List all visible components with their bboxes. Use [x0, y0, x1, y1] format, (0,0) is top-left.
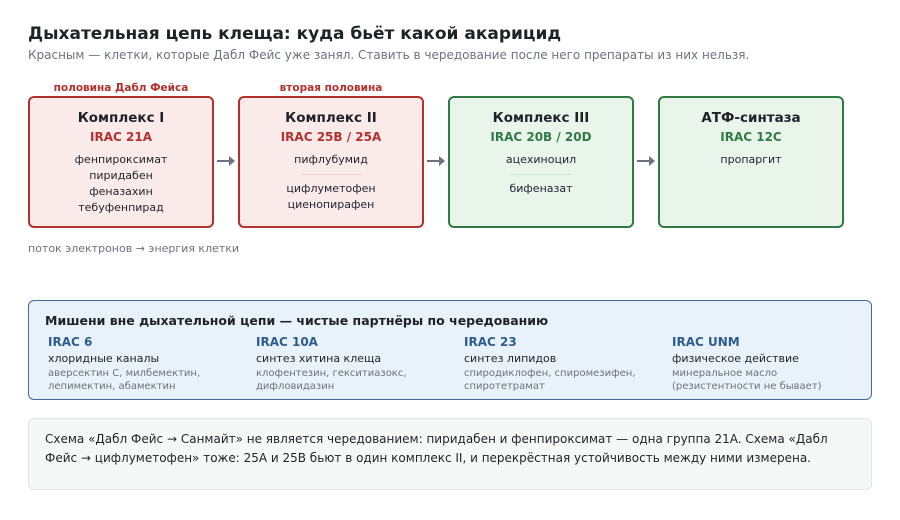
target-irac-6	[48, 335, 248, 393]
target-products-line: клофентезин, гекситиазокс,	[256, 368, 407, 379]
product-item: пиридабен	[89, 169, 153, 182]
target-products	[464, 367, 664, 393]
product-item: ацехиноцил	[505, 153, 577, 166]
target-mode: физическое действие	[672, 352, 799, 365]
complex-products	[660, 152, 842, 168]
product-item: цифлуметофен	[286, 182, 376, 195]
off-chain-targets-panel	[28, 300, 872, 400]
group-divider	[511, 174, 571, 175]
target-code: IRAC UNM	[672, 335, 740, 349]
atp-synthase-box	[658, 96, 844, 228]
complex-irac: IRAC 25B / 25A	[280, 130, 382, 144]
complex-2-top-label: вторая половина	[279, 82, 383, 94]
target-irac-23	[464, 335, 664, 393]
complex-name: Комплекс I	[77, 110, 165, 126]
complex-2-box	[238, 96, 424, 228]
target-mode: хлоридные каналы	[48, 352, 160, 365]
complex-name: Комплекс III	[492, 110, 590, 126]
group-divider	[301, 174, 361, 175]
product-item: циенопирафен	[287, 198, 375, 211]
complex-1-top-label: половина Дабл Фейса	[53, 82, 189, 94]
product-item: пропаргит	[720, 153, 782, 166]
product-item: бифеназат	[509, 182, 573, 195]
rotation-note: Схема «Дабл Фейс → Санмайт» не является чередованием: пиридабен и фенпироксимат — одна группа 21A. Схема «Дабл Фейс → цифлуметофен» тоже: 25A и 25B бьют в один комплекс II, и перекрёстная устойчивость между ними измерена.	[28, 418, 872, 490]
product-item: пифлубумид	[294, 153, 368, 166]
target-products-line: спиродиклофен, спиромезифен,	[464, 368, 636, 379]
target-code: IRAC 23	[464, 335, 517, 349]
target-products	[256, 367, 456, 393]
target-mode: синтез хитина клеща	[256, 352, 382, 365]
target-irac-10a	[256, 335, 456, 393]
target-products-line: минеральное масло	[672, 368, 778, 379]
complex-irac: IRAC 20B / 20D	[490, 130, 592, 144]
arrow-right-icon	[216, 154, 236, 168]
page-subtitle: Красным — клетки, которые Дабл Фейс уже занял. Ставить в чередование после него препараты из них нельзя.	[28, 48, 750, 62]
arrow-right-icon	[636, 154, 656, 168]
arrow-right-icon	[426, 154, 446, 168]
target-products	[672, 367, 872, 393]
target-products-line: аверсектин С, милбемектин,	[48, 368, 201, 379]
target-irac-unm	[672, 335, 872, 393]
flow-label: поток электронов → энергия клетки	[28, 242, 240, 255]
page-title: Дыхательная цепь клеща: куда бьёт какой акарицид	[28, 24, 562, 44]
target-mode: синтез липидов	[464, 352, 557, 365]
product-item: тебуфенпирад	[78, 201, 164, 214]
target-products-line: спиротетрамат	[464, 381, 545, 392]
complex-irac: IRAC 21A	[90, 130, 152, 144]
target-products-line: дифловидазин	[256, 381, 335, 392]
target-code: IRAC 6	[48, 335, 93, 349]
target-products-line: (резистентности не бывает)	[672, 381, 822, 392]
target-products-line: лепимектин, абамектин	[48, 381, 176, 392]
complex-products	[240, 152, 422, 213]
product-item: феназахин	[89, 185, 153, 198]
complex-name: АТФ-синтаза	[701, 110, 801, 126]
complex-3-box	[448, 96, 634, 228]
complex-products	[450, 152, 632, 197]
complex-name: Комплекс II	[285, 110, 377, 126]
target-code: IRAC 10A	[256, 335, 318, 349]
target-products	[48, 367, 248, 393]
complex-1-box	[28, 96, 214, 228]
product-item: фенпироксимат	[74, 153, 168, 166]
complex-irac: IRAC 12C	[720, 130, 782, 144]
complex-products	[30, 152, 212, 216]
panel-title: Мишени вне дыхательной цепи — чистые партнёры по чередованию	[45, 313, 549, 328]
